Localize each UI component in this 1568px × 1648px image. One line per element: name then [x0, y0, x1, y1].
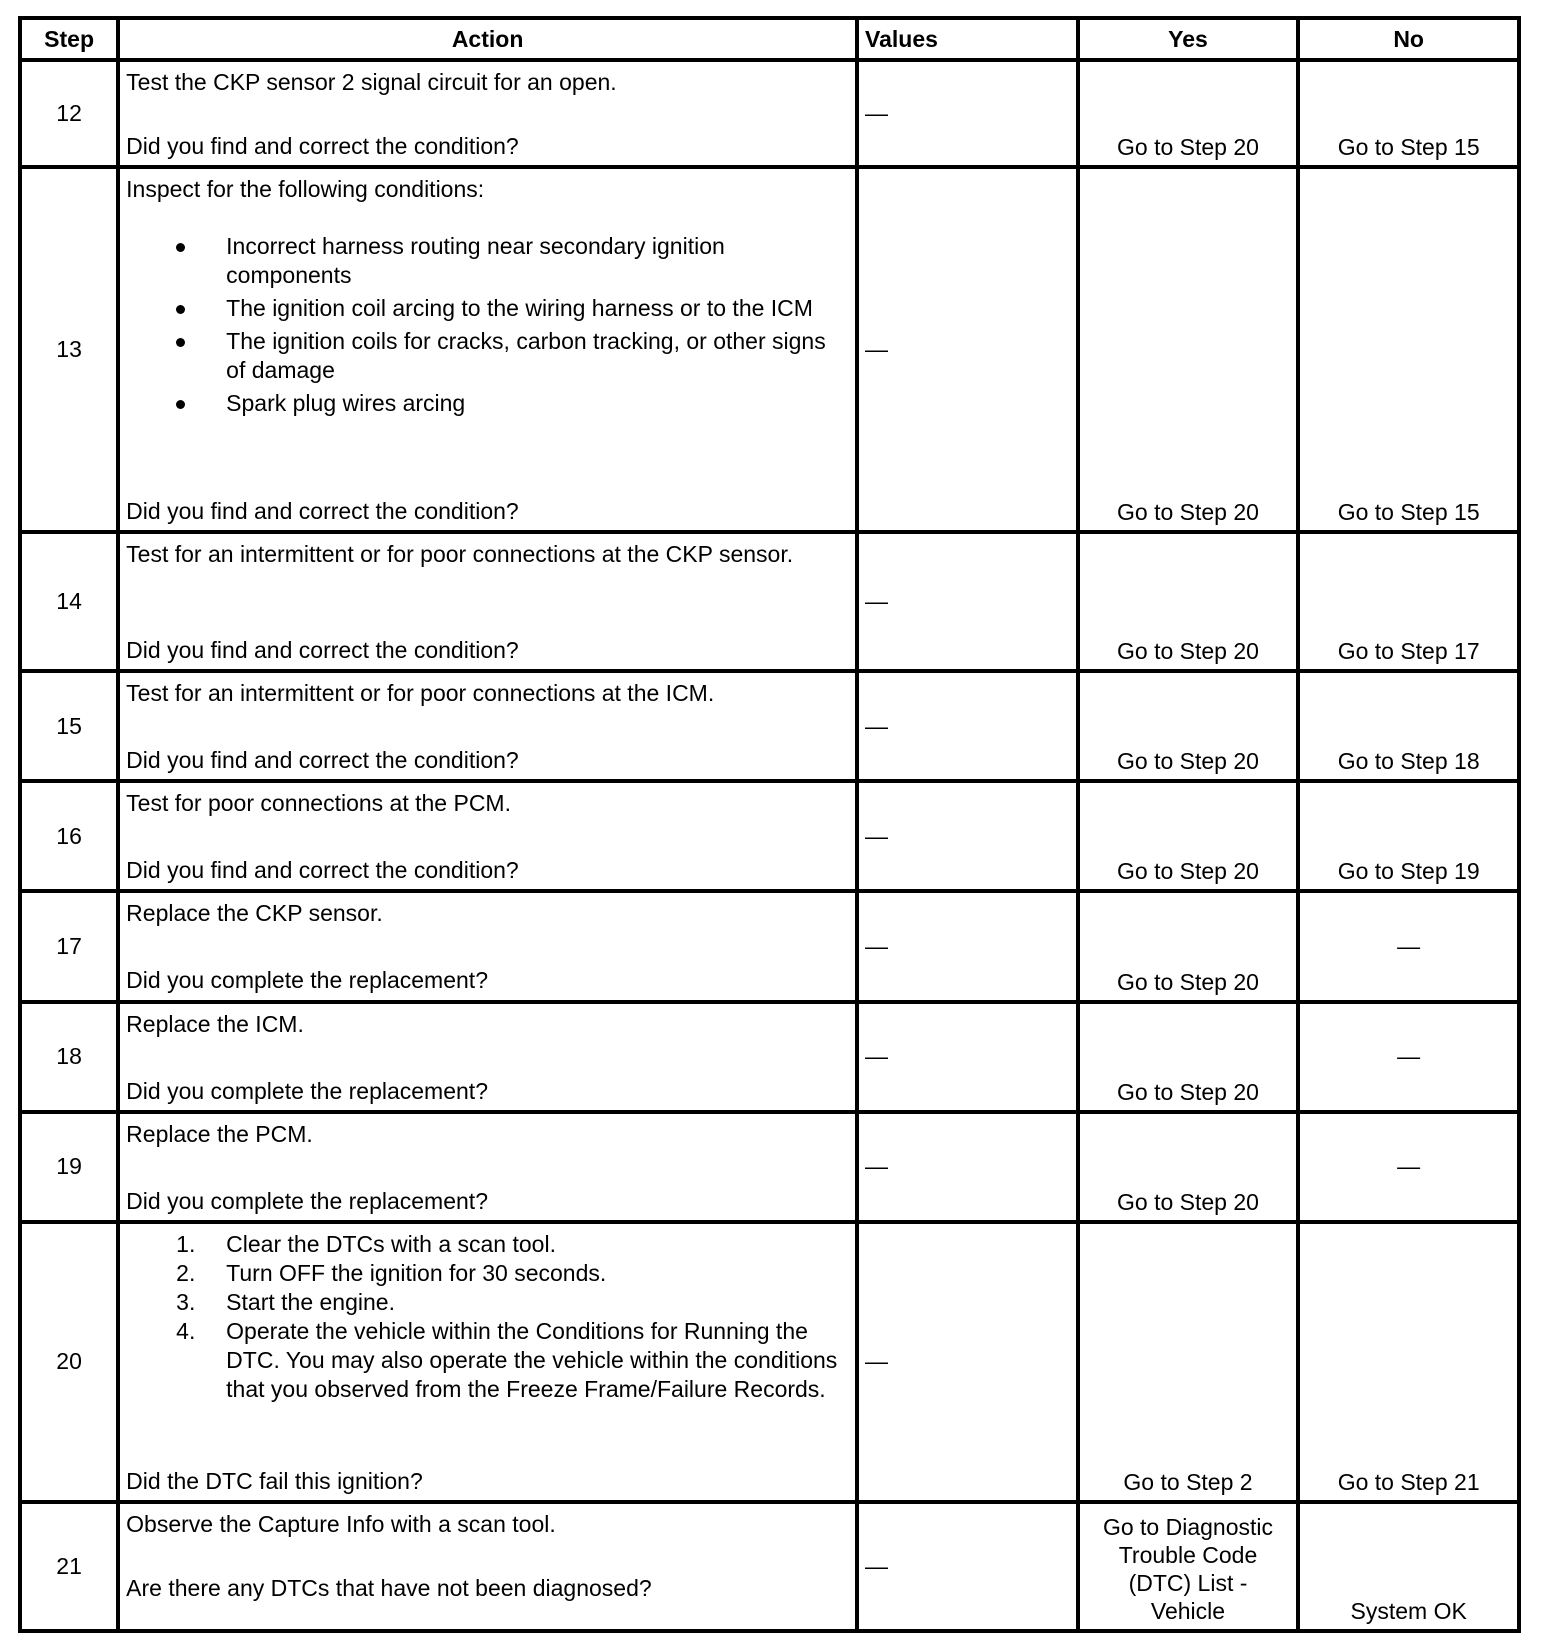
list-item-text: Incorrect harness routing near secondary ignition components: [226, 233, 725, 289]
header-yes: Yes: [1078, 18, 1299, 60]
action-text: Observe the Capture Info with a scan tool.: [126, 1510, 556, 1537]
bullet-icon: [176, 400, 185, 409]
values-cell: —: [857, 781, 1078, 891]
values-cell: —: [857, 60, 1078, 167]
no-cell: System OK: [1298, 1502, 1519, 1631]
list-item: [126, 294, 849, 323]
step-number: 17: [20, 891, 118, 1001]
action-cell: [118, 1112, 857, 1222]
no-cell: —: [1298, 1112, 1519, 1222]
list-item: [126, 1230, 849, 1259]
procedure-list: [126, 1230, 849, 1404]
no-cell: Go to Step 17: [1298, 532, 1519, 671]
no-cell: —: [1298, 1002, 1519, 1112]
action-text: Inspect for the following conditions:: [126, 176, 485, 203]
step-number: 15: [20, 671, 118, 781]
bullet-icon: [176, 338, 185, 347]
table-row: [20, 671, 1519, 781]
list-item: [126, 232, 849, 290]
no-cell: Go to Step 19: [1298, 781, 1519, 891]
step-number: 19: [20, 1112, 118, 1222]
header-row: [20, 18, 1519, 60]
list-item-text: Start the engine.: [226, 1288, 395, 1315]
no-cell: Go to Step 21: [1298, 1222, 1519, 1502]
no-cell: Go to Step 15: [1298, 167, 1519, 532]
action-cell: [118, 891, 857, 1001]
step-number: 16: [20, 781, 118, 891]
condition-list: [126, 232, 849, 418]
list-item-text: The ignition coils for cracks, carbon tracking, or other signs of damage: [226, 328, 826, 384]
action-question: Did you find and correct the condition?: [126, 498, 519, 525]
table-row: [20, 1112, 1519, 1222]
action-question: Did you find and correct the condition?: [126, 637, 519, 664]
action-text: Test for an intermittent or for poor connections at the ICM.: [126, 680, 715, 707]
table-row: [20, 781, 1519, 891]
list-item-text: Operate the vehicle within the Conditions for Running the DTC. You may also operate the vehicle within the conditions that you observed from the Freeze Frame/Failure Records.: [226, 1317, 838, 1402]
step-number: 13: [20, 167, 118, 532]
yes-cell: Go to Step 20: [1078, 781, 1299, 891]
yes-cell: Go to Step 20: [1078, 891, 1299, 1001]
values-cell: —: [857, 1002, 1078, 1112]
header-step: Step: [20, 18, 118, 60]
yes-cell: Go to Step 20: [1078, 671, 1299, 781]
action-cell: [118, 532, 857, 671]
values-cell: —: [857, 167, 1078, 532]
action-text: Replace the CKP sensor.: [126, 900, 383, 927]
list-item: [126, 1259, 849, 1288]
action-question: Did you complete the replacement?: [126, 1077, 488, 1104]
list-item: [126, 1317, 849, 1404]
yes-cell: Go to Diagnostic Trouble Code (DTC) List - Vehicle: [1078, 1502, 1299, 1631]
no-cell: Go to Step 15: [1298, 60, 1519, 167]
yes-cell: Go to Step 20: [1078, 532, 1299, 671]
action-text: Test the CKP sensor 2 signal circuit for an open.: [126, 69, 617, 95]
yes-cell: Go to Step 20: [1078, 60, 1299, 167]
action-cell: [118, 167, 857, 532]
table-row: [20, 60, 1519, 167]
action-text: Test for an intermittent or for poor connections at the CKP sensor.: [126, 541, 794, 568]
values-cell: —: [857, 1112, 1078, 1222]
list-item: [126, 389, 849, 418]
action-question: Did you complete the replacement?: [126, 967, 488, 994]
values-cell: —: [857, 891, 1078, 1001]
list-number: 4.: [176, 1317, 196, 1344]
action-question: Are there any DTCs that have not been diagnosed?: [126, 1574, 652, 1601]
no-cell: —: [1298, 891, 1519, 1001]
table-row: [20, 532, 1519, 671]
action-cell: [118, 60, 857, 167]
table-row: [20, 1502, 1519, 1631]
action-cell: [118, 1222, 857, 1502]
list-number: 2.: [176, 1259, 196, 1286]
action-question: Did you find and correct the condition?: [126, 747, 519, 774]
step-number: 21: [20, 1502, 118, 1631]
yes-cell: Go to Step 2: [1078, 1222, 1299, 1502]
action-cell: [118, 671, 857, 781]
values-cell: —: [857, 1222, 1078, 1502]
table-row: [20, 891, 1519, 1001]
action-text: Replace the ICM.: [126, 1010, 304, 1037]
yes-cell: Go to Step 20: [1078, 1002, 1299, 1112]
action-cell: [118, 1502, 857, 1631]
values-cell: —: [857, 532, 1078, 671]
step-number: 14: [20, 532, 118, 671]
table-row: [20, 1222, 1519, 1502]
table-row: [20, 1002, 1519, 1112]
list-item-text: Turn OFF the ignition for 30 seconds.: [226, 1259, 607, 1286]
action-cell: [118, 1002, 857, 1112]
header-values: Values: [857, 18, 1078, 60]
list-number: 1.: [176, 1230, 196, 1257]
list-item: [126, 327, 849, 385]
table-row: [20, 167, 1519, 532]
action-question: Did the DTC fail this ignition?: [126, 1467, 423, 1494]
diagnostic-table: [18, 16, 1521, 1633]
action-question: Did you find and correct the condition?: [126, 133, 519, 159]
header-no: No: [1298, 18, 1519, 60]
list-number: 3.: [176, 1288, 196, 1315]
step-number: 12: [20, 60, 118, 167]
yes-cell: Go to Step 20: [1078, 167, 1299, 532]
values-cell: —: [857, 671, 1078, 781]
list-item: [126, 1288, 849, 1317]
bullet-icon: [176, 305, 185, 314]
yes-cell: Go to Step 20: [1078, 1112, 1299, 1222]
step-number: 18: [20, 1002, 118, 1112]
list-item-text: Spark plug wires arcing: [226, 390, 466, 417]
action-text: Test for poor connections at the PCM.: [126, 790, 511, 817]
action-cell: [118, 781, 857, 891]
list-item-text: The ignition coil arcing to the wiring harness or to the ICM: [226, 295, 813, 322]
no-cell: Go to Step 18: [1298, 671, 1519, 781]
action-question: Did you find and correct the condition?: [126, 857, 519, 884]
bullet-icon: [176, 243, 185, 252]
values-cell: —: [857, 1502, 1078, 1631]
list-item-text: Clear the DTCs with a scan tool.: [226, 1230, 556, 1257]
step-number: 20: [20, 1222, 118, 1502]
action-text: Replace the PCM.: [126, 1120, 313, 1147]
header-action: Action: [118, 18, 857, 60]
action-question: Did you complete the replacement?: [126, 1187, 488, 1214]
